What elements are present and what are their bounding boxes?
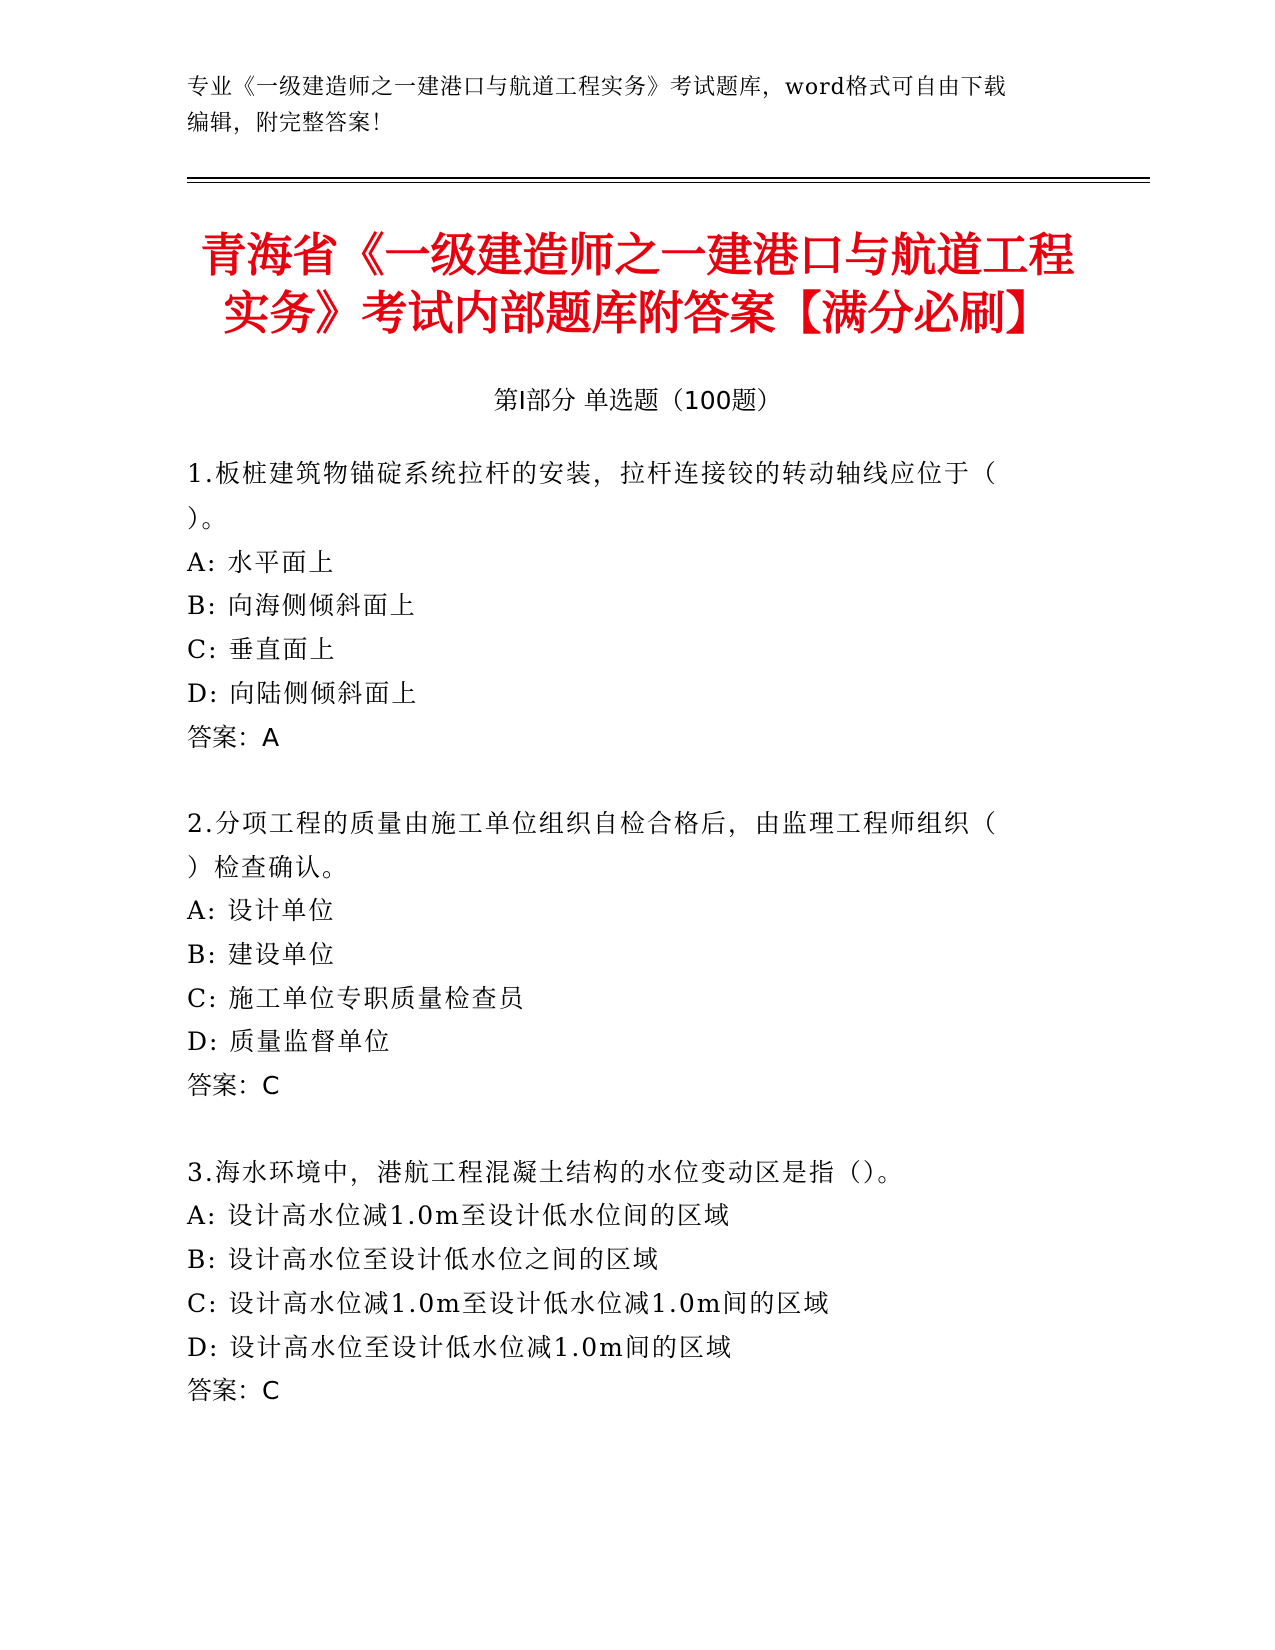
question-1-answer: 答案：A [187, 723, 280, 752]
header-note-line-2: 编辑，附完整答案！ [187, 111, 395, 136]
document-title [150, 226, 1125, 342]
question-1-option-b: B: 向海侧倾斜面上 [187, 591, 417, 620]
question-1-option-c: C: 垂直面上 [187, 635, 337, 664]
question-3-answer: 答案：C [187, 1376, 280, 1405]
question-2-option-b: B: 建设单位 [187, 940, 336, 969]
document-title-line-2: 实务》考试内部题库附答案【满分必刷】 [223, 286, 1052, 340]
question-3-stem-line-1: 3.海水环境中，港航工程混凝土结构的水位变动区是指（）。 [187, 1158, 905, 1187]
document-title-line-1: 青海省《一级建造师之一建港口与航道工程 [200, 228, 1075, 282]
question-3-option-c: C: 设计高水位减1.0m至设计低水位减1.0m间的区域 [187, 1289, 831, 1318]
question-3-option-a: A: 设计高水位减1.0m至设计低水位间的区域 [187, 1201, 731, 1230]
header-note [187, 70, 1087, 142]
question-3-option-d: D: 设计高水位至设计低水位减1.0m间的区域 [187, 1333, 733, 1362]
question-2-option-c: C: 施工单位专职质量检查员 [187, 984, 526, 1013]
question-1-option-a: A: 水平面上 [187, 548, 336, 577]
question-2-option-a: A: 设计单位 [187, 896, 336, 925]
header-divider-thick [187, 177, 1150, 179]
question-2-option-d: D: 质量监督单位 [187, 1027, 392, 1056]
question-2-stem-line-1: 2.分项工程的质量由施工单位组织自检合格后，由监理工程师组织（ [187, 809, 998, 838]
question-3-option-b: B: 设计高水位至设计低水位之间的区域 [187, 1245, 660, 1274]
header-divider-thin [187, 182, 1150, 183]
header-note-line-1: 专业《一级建造师之一建港口与航道工程实务》考试题库，word格式可自由下载 [187, 75, 1007, 100]
question-2-stem-line-2: ）检查确认。 [187, 853, 350, 882]
question-2-answer: 答案：C [187, 1071, 280, 1100]
section-title: 第Ⅰ部分 单选题（100题） [493, 386, 782, 415]
question-1-stem-line-2: ）。 [187, 504, 229, 533]
question-1-stem-line-1: 1.板桩建筑物锚碇系统拉杆的安装，拉杆连接铰的转动轴线应位于（ [187, 459, 998, 488]
question-1-option-d: D: 向陆侧倾斜面上 [187, 679, 419, 708]
